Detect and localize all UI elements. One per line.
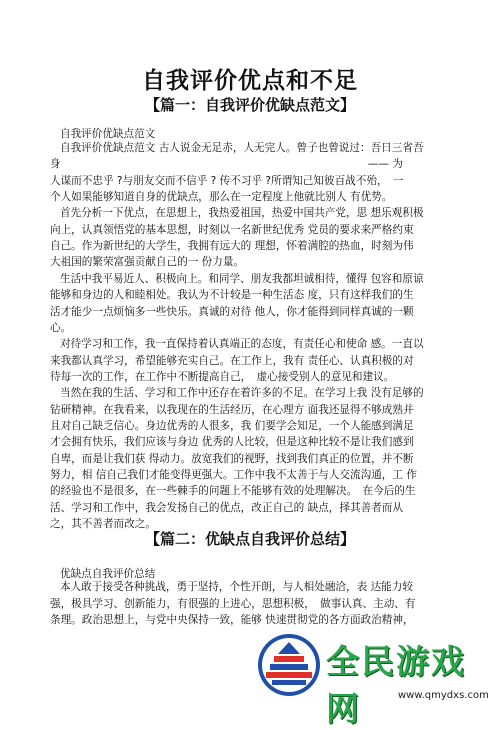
body-line: 活才能少一点烦恼多一些快乐。真诚的对待 他人，你才能得到同样真诚的一颗 (50, 305, 414, 318)
body-line: 首先分析一下优点，在思想上，我热爱祖国，热爱中国共产党，思 想乐观积极 (60, 207, 424, 220)
body-line: 的经验也不是很多，在一些棘手的问题上不能够有效的处理解决。 在今后的生 (50, 485, 416, 498)
body-line: 大祖国的繁荣富强贡献自己的一 份力量。 (50, 256, 245, 269)
section2-subheading: 优缺点自我评价总结 (60, 568, 156, 580)
body-line: 人谋而不忠乎 ?与朋友交而不信乎 ? 传不习乎 ?所谓知己知彼百战不殆， 一 (50, 174, 404, 187)
body-line: 自我评价优缺点范文 古人说金无足赤，人无完人。曾子也曾说过：吾日三省吾 (60, 142, 424, 154)
body-line: 本人敢于接受各种挑战，勇于坚持，个性开朗，与人相处融洽，表 达能力较 (60, 581, 413, 593)
body-line: 且对自己缺乏信心。身边优秀的人很多，我 们要学会知足，一个人能感到满足 (50, 419, 414, 432)
pyramid-logo-icon (256, 632, 322, 698)
body-line: 活、学习和工作中，我会发扬自己的优点，改正自己的 缺点，择其善者而从 (50, 501, 403, 514)
body-line: 条理。政治思想上，与党中央保持一致，能够 快速贯彻党的各方面政治精神， (50, 614, 414, 626)
watermark-url: www.qmydxs.com (398, 690, 489, 701)
watermark-text: 全民游戏网 (326, 642, 466, 728)
body-line: 能够和身边的人和睦相处。我认为不计较是一种生活态 度，只有这样我们的生 (50, 289, 414, 302)
section1-header: 【篇一：自我评价优缺点范文】 (144, 96, 355, 114)
body-line: 生活中我平易近人、积极向上。和同学、朋友我都坦诚相待，懂得 包容和原谅 (60, 272, 424, 285)
body-line: 当然在我的生活、学习和工作中还存在着许多的不足。在学习上我 没有足够的 (60, 387, 424, 400)
body-line: 来我都认真学习，希望能够充实自己。在工作上，我有 责任心、认真积极的对 (50, 354, 414, 367)
body-line: 对待学习和工作，我一直保持着认真端正的态度，有责任心和使命 感。一直以 (60, 338, 424, 351)
section2-header: 【篇二：优缺点自我评价总结】 (144, 530, 355, 548)
body-line: 努力，相 信自己我们才能变得更强大。工作中我不太善于与人交流沟通，工 作 (50, 469, 417, 481)
body-line: 自卑，而是让我们获 得动力。放宽我们的视野，找到我们真正的位置，并不断 (50, 452, 414, 465)
document-title: 自我评价优点和不足 (142, 68, 358, 94)
body-line: 才会拥有快乐，我们应该与身边 优秀的人比较，但是这种比较不是让我们感到 (50, 436, 414, 449)
section1-subheading: 自我评价优缺点范文 (60, 128, 156, 140)
watermark (248, 630, 500, 728)
body-line: 向上，认真领悟党的基本思想，时刻以一名新世纪优秀 党员的要求来严格约束 (50, 223, 414, 236)
body-line: 之，其不善者而改之。 (50, 518, 156, 531)
body-line: 个人如果能够知道自身的优缺点，那么在一定程度上他就比别人 有优势。 (50, 191, 393, 204)
body-line: 心。 (50, 321, 72, 334)
body-line: 钻研精神。在我看来，以我现在的生活经历，在心理方 面我还显得不够成熟并 (50, 403, 414, 416)
body-line: 身 —— 为 (50, 158, 403, 171)
body-line: 待每一次的工作，在工作中不断提高自己， 虚心接受别人的意见和建议。 (50, 370, 395, 383)
body-line: 强，极具学习、创新能力，有很强的上进心，思想积极， 做事认真、主动、有 (50, 597, 416, 610)
body-line: 自己。作为新世纪的大学生，我拥有远大的 理想，怀着满腔的热血，时刻为伟 (50, 240, 414, 253)
